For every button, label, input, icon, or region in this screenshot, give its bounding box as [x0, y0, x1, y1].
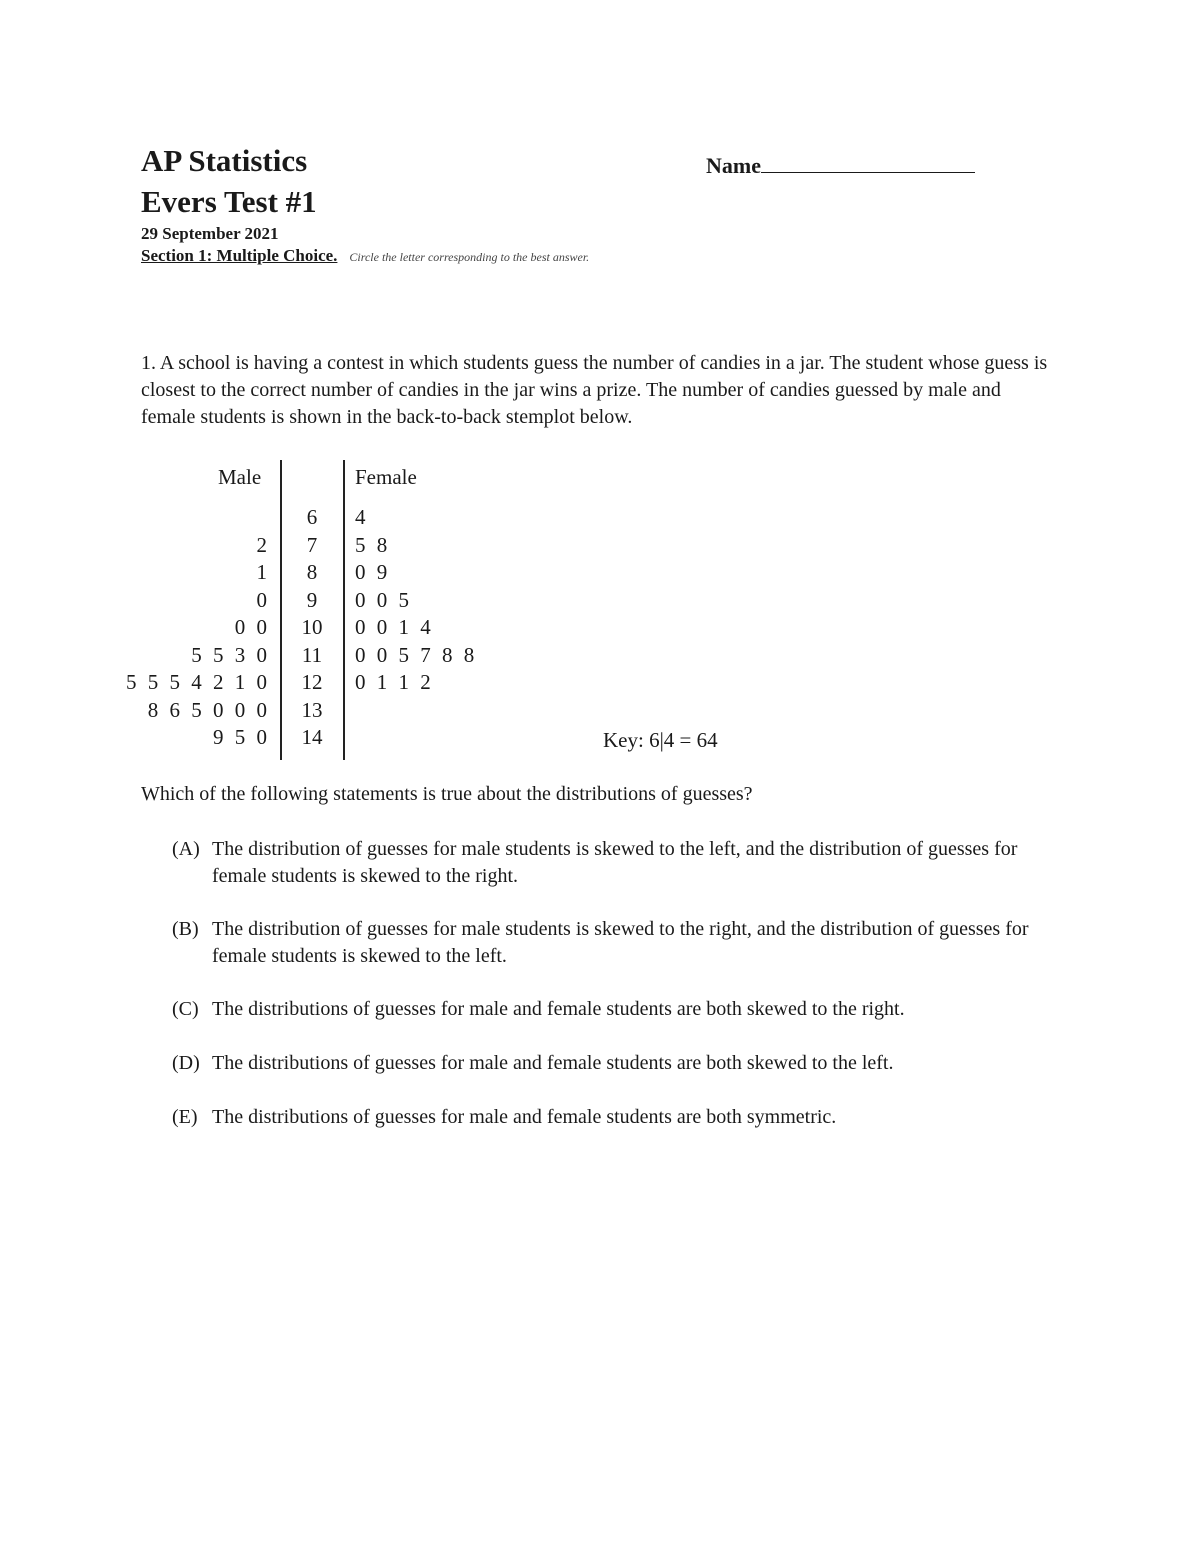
stemplot-male-leaves: 0: [256, 587, 270, 612]
choice-a[interactable]: [172, 836, 1072, 890]
choice-label: (B): [172, 918, 199, 940]
name-field: [706, 152, 975, 179]
stemplot-male-leaves: 5 5 5 4 2 1 0: [126, 670, 270, 694]
question-1-prompt: Which of the following statements is true about the distributions of guesses?: [141, 783, 753, 805]
choice-text: The distributions of guesses for male and female students are both skewed to the right.: [212, 998, 905, 1020]
stemplot-male-leaves: 2: [256, 532, 270, 557]
stemplot-female-leaves: 0 9: [355, 560, 391, 584]
name-label: Name: [706, 153, 761, 178]
choice-text: The distributions of guesses for male and female students are both skewed to the left.: [212, 1052, 894, 1074]
section-title: Section 1: Multiple Choice.: [141, 246, 338, 265]
choice-text: The distributions of guesses for male and female students are both symmetric.: [212, 1106, 837, 1128]
test-title: Evers Test #1: [141, 184, 317, 219]
choice-label: (D): [172, 1052, 200, 1074]
stemplot-stem: 9: [306, 587, 318, 612]
choice-label: (A): [172, 838, 200, 860]
stemplot-male-header: Male: [218, 465, 262, 489]
stemplot-stem: 12: [301, 670, 323, 694]
choice-label: (C): [172, 998, 199, 1020]
stemplot-female-leaves: 0 0 5 7 8 8: [355, 642, 478, 667]
stemplot-male-leaves: 5 5 3 0: [191, 642, 270, 667]
stemplot-stem: 8: [306, 560, 318, 584]
stemplot-female-leaves: 4: [355, 505, 369, 529]
choice-b[interactable]: [172, 916, 1072, 970]
stemplot-female-leaves: 5 8: [355, 532, 391, 557]
choice-label: (E): [172, 1106, 198, 1128]
stemplot-male-leaves: 9 5 0: [213, 725, 270, 749]
stemplot-female-leaves: 0 0 1 4: [355, 615, 434, 639]
stemplot-female-leaves: 0 0 5: [355, 587, 412, 612]
choice-c[interactable]: [172, 996, 1072, 1023]
section-heading: [141, 246, 589, 266]
choice-text: The distribution of guesses for male students is skewed to the right, and the distribution of guesses for female students is skewed to the left.: [212, 918, 1029, 967]
stemplot-key: Key: 6|4 = 64: [603, 728, 718, 752]
question-1-text: 1. A school is having a contest in which students guess the number of candies in a jar. The student whose guess is closest to the correct number of candies in the jar wins a prize. The number of candies guessed by male and female students is shown in the back-to-back stemplot below.: [141, 352, 1048, 428]
stemplot-female-leaves: 0 1 1 2: [355, 670, 434, 694]
stemplot-stem: 14: [301, 725, 323, 749]
stemplot-stem: 11: [301, 642, 323, 667]
section-instructions: Circle the letter corresponding to the best answer.: [349, 250, 590, 264]
stemplot-right-divider: [343, 460, 345, 760]
stemplot-left-divider: [280, 460, 282, 760]
course-title: AP Statistics: [141, 143, 308, 178]
stemplot-male-leaves: 1: [256, 560, 270, 584]
choice-e[interactable]: [172, 1104, 1072, 1131]
name-blank-line: [761, 152, 975, 173]
test-date: 29 September 2021: [141, 224, 279, 243]
stemplot-stem: 6: [306, 505, 318, 529]
stemplot: [126, 460, 820, 765]
stemplot-male-leaves: 8 6 5 0 0 0: [147, 697, 270, 722]
stemplot-stem: 10: [301, 615, 323, 639]
stemplot-female-header: Female: [355, 465, 417, 489]
choice-text: The distribution of guesses for male students is skewed to the left, and the distribution of guesses for female students is skewed to the right.: [212, 838, 1018, 887]
choice-d[interactable]: [172, 1050, 1072, 1077]
stemplot-male-leaves: 0 0: [234, 615, 270, 639]
stemplot-stem: 13: [301, 697, 323, 722]
stemplot-stem: 7: [306, 532, 318, 557]
